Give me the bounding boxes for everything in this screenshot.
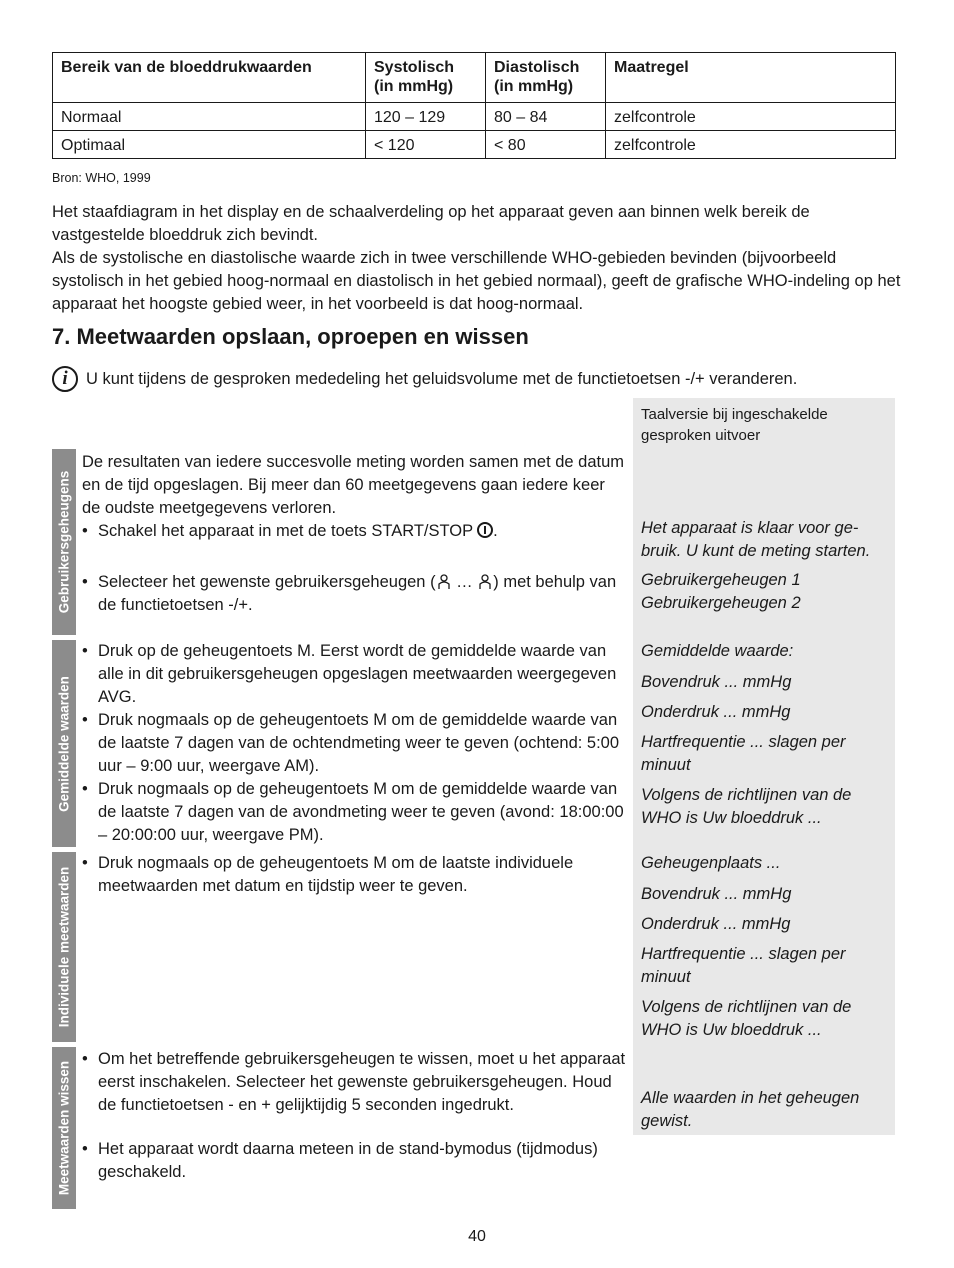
voice-text: Bovendruk ... mmHg: [641, 673, 792, 691]
blood-pressure-table: [52, 52, 896, 159]
voice-text: Bovendruk ... mmHg: [641, 885, 792, 903]
voice-text: Geheugenplaats ...: [641, 854, 781, 872]
table-row: [53, 103, 896, 131]
paragraph: Als de systolische en diastolische waarde zich in twee verschillende WHO-gebieden bevinden (bijvoorbeeld systolisch in het gebied hoog-normaal en diastolisch in het gebied normaal), geeft de grafische WHO-indeling op het apparaat het hoogste gebied weer, in het voorbeeld is dat hoog-normaal.: [52, 249, 901, 313]
voice-text: Hartfrequentie ... slagen per minuut: [641, 733, 846, 774]
power-icon: [477, 522, 493, 538]
list-item: • Druk nogmaals op de geheugentoets M om de gemiddelde waarde van de laatste 7 dagen van de avondmeting weer te geven (avond: 18:00:00 – 20:00:00 uur, weergave PM).: [82, 778, 627, 847]
sidebar-label-delete: Meetwaarden wissen: [52, 1047, 76, 1209]
voice-text: Gebruikergeheugen 1 Gebruikergeheugen 2: [641, 571, 801, 612]
list-item: • Om het betreffende gebruikersgeheugen te wissen, moet u het apparaat eerst inschakelen. Selecteer het gewenste gebruikersgeheugen. Houd de functietoetsen - en + gelijktijdig 5 seconden ingedrukt.: [82, 1048, 627, 1117]
info-note: [52, 366, 797, 392]
section-intro: De resultaten van iedere succesvolle meting worden samen met de datum en de tijd opgeslagen. Bij meer dan 60 meetgegevens gaan iedere keer de oudste meetgegevens verloren.: [82, 453, 625, 517]
voice-text: Onderdruk ... mmHg: [641, 915, 791, 933]
table-header: Systolisch (in mmHg): [366, 53, 486, 103]
table-header: Maatregel: [606, 53, 896, 103]
table-cell: zelfcontrole: [606, 103, 896, 131]
list-item: • Druk op de geheugentoets M. Eerst wordt de gemiddelde waarde van alle in dit gebruikersgeheugen opgeslagen meetwaarden weergegeven AVG.: [82, 640, 627, 709]
list-item: • Druk nogmaals op de geheugentoets M om de gemiddelde waarde van de laatste 7 dagen van de ochtendmeting weer te geven (ochtend: 5:00 uur – 9:00 uur, weergave AM).: [82, 709, 627, 778]
table-cell: Normaal: [53, 103, 366, 131]
table-cell: < 120: [366, 131, 486, 159]
table-header: Bereik van de bloeddrukwaarden: [53, 53, 366, 103]
table-header-row: [53, 53, 896, 103]
info-icon: i: [52, 366, 78, 392]
voice-text: Gemiddelde waarde:: [641, 642, 794, 660]
sidebar-label-average: Gemiddelde waarden: [52, 640, 76, 847]
table-row: [53, 131, 896, 159]
table-cell: < 80: [486, 131, 606, 159]
table-cell: 80 – 84: [486, 103, 606, 131]
paragraph: Het staafdiagram in het display en de schaalverdeling op het apparaat geven aan binnen welk bereik de vastgestelde bloeddruk zich bevindt.: [52, 203, 810, 244]
table-cell: 120 – 129: [366, 103, 486, 131]
voice-text: Volgens de richtlijnen van de WHO is Uw bloeddruk ...: [641, 786, 852, 827]
info-note-text: U kunt tijdens de gesproken mededeling het geluidsvolume met de functietoetsen -/+ veranderen.: [86, 370, 798, 388]
section-title: 7. Meetwaarden opslaan, oproepen en wissen: [52, 324, 529, 349]
table-source: Bron: WHO, 1999: [52, 171, 151, 185]
voice-text: Alle waarden in het geheugen gewist.: [641, 1089, 860, 1130]
sidebar-label-user-memory: Gebruikersgeheugens: [52, 449, 76, 635]
voice-text: Het apparaat is klaar voor gebruik. U kunt de meting starten.: [641, 519, 871, 560]
voice-text: Hartfrequentie ... slagen per minuut: [641, 945, 846, 986]
list-item: • Schakel het apparaat in met de toets START/STOP .: [82, 520, 627, 543]
sidebar-label-individual: Individuele meetwaarden: [52, 852, 76, 1042]
list-item: • Selecteer het gewenste gebruikersgeheugen ( … ) met behulp van de functietoetsen -/+.: [82, 571, 627, 617]
user-1-icon: [438, 574, 450, 590]
table-cell: Optimaal: [53, 131, 366, 159]
list-item: • Het apparaat wordt daarna meteen in de stand-bymodus (tijdmodus) geschakeld.: [82, 1138, 627, 1184]
voice-text: Onderdruk ... mmHg: [641, 703, 791, 721]
page-number: 40: [468, 1228, 486, 1245]
table-header: Diastolisch (in mmHg): [486, 53, 606, 103]
table-cell: zelfcontrole: [606, 131, 896, 159]
voice-output-header: Taalversie bij ingeschakelde gesproken uitvoer: [641, 406, 828, 444]
list-item: • Druk nogmaals op de geheugentoets M om de laatste individuele meetwaarden met datum en tijdstip weer te geven.: [82, 852, 627, 898]
user-2-icon: [479, 574, 491, 590]
voice-text: Volgens de richtlijnen van de WHO is Uw bloeddruk ...: [641, 998, 852, 1039]
